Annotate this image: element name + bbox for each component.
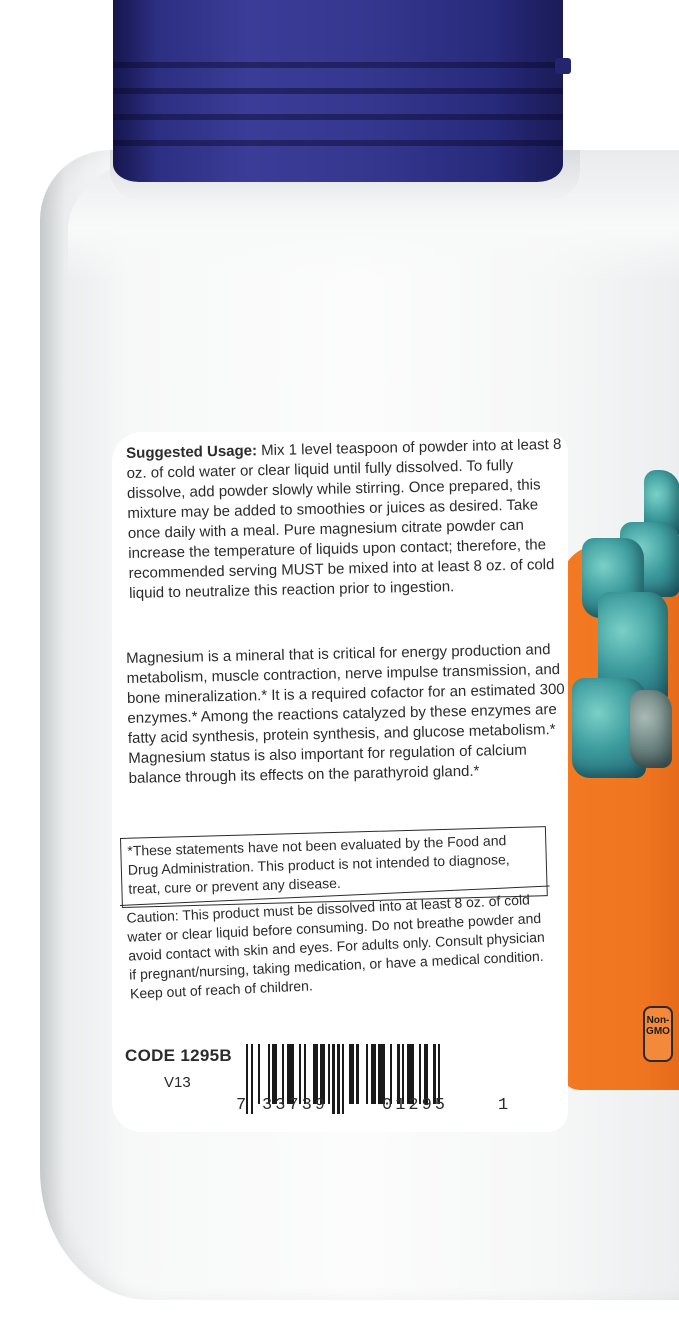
bottle-cap <box>113 0 563 182</box>
barcode-bar <box>287 1044 294 1104</box>
barcode-bar <box>356 1044 358 1104</box>
barcode-bar <box>378 1044 385 1104</box>
barcode-bar <box>299 1044 301 1104</box>
barcode-bar <box>419 1044 421 1104</box>
barcode-bar <box>407 1044 414 1104</box>
barcode-bar <box>332 1044 334 1114</box>
suggested-usage-paragraph <box>126 435 569 604</box>
barcode-bar <box>246 1044 248 1114</box>
cap-rib <box>113 62 563 68</box>
suggested-usage-heading: Suggested Usage: <box>126 442 258 462</box>
barcode-bar <box>337 1044 339 1114</box>
cap-rib <box>113 88 563 94</box>
barcode-check-digit: 1 <box>498 1096 509 1115</box>
barcode-bar <box>272 1044 277 1104</box>
barcode-bar <box>328 1044 330 1104</box>
barcode-bar <box>390 1044 392 1104</box>
barcode-bar <box>268 1044 270 1104</box>
barcode-right-digits: 01295 <box>382 1096 449 1115</box>
barcode-bar <box>438 1044 440 1104</box>
barcode-bar <box>349 1044 354 1104</box>
barcode-lead-digit: 7 <box>236 1096 247 1115</box>
fda-disclaimer: *These statements have not been evaluated by the Food and Drug Administration. This product is not intended to diagnose, treat, cure or prevent any disease. <box>120 826 548 908</box>
barcode-bar <box>371 1044 376 1104</box>
cap-rib <box>113 140 563 146</box>
rock-shape <box>630 690 672 768</box>
barcode-bar <box>313 1044 318 1104</box>
barcode-bar <box>366 1044 368 1104</box>
barcode-bar <box>342 1044 344 1114</box>
barcode-bar <box>282 1044 284 1104</box>
barcode-bar <box>251 1044 253 1114</box>
barcode-bar <box>320 1044 325 1104</box>
barcode-bar <box>397 1044 399 1104</box>
barcode-bar <box>304 1044 306 1104</box>
non-gmo-badge: Non-GMO <box>643 1006 673 1062</box>
version-label: V13 <box>164 1074 191 1091</box>
product-code: CODE 1295B <box>125 1046 232 1065</box>
cap-rib <box>113 114 563 120</box>
barcode-left-digits: 33739 <box>262 1096 329 1115</box>
barcode-bar <box>433 1044 435 1104</box>
barcode-bar <box>402 1044 404 1104</box>
barcode-bar <box>424 1044 429 1104</box>
suggested-usage-text: Mix 1 level teaspoon of powder into at least 8 oz. of cold water or clear liquid until fully dissolved. To fully dissolve, add powder slowly while stirring. Once prepared, this mixture may be added to smoothies or juices as desired. Take once daily with a meal. Pure magnesium citrate powder can increase the temperature of liquids upon contact; therefore, the recommended serving MUST be mixed into at least 8 oz. of cold liquid to neutralize this reaction prior to ingestion. <box>126 435 562 602</box>
caution-text: Caution: This product must be dissolved into at least 8 oz. of cold water or clear liquid before consuming. Do not breathe powder and avoid contact with skin and eyes. For adults only. Consult physician if pregnant/nursing, taking medication, or have a medical condition. Keep out of reach of children. <box>120 885 555 1026</box>
cap-tab <box>555 58 571 74</box>
barcode-bar <box>258 1044 260 1104</box>
magnesium-description: Magnesium is a mineral that is critical for energy production and metabolism, muscle contraction, nerve impulse transmission, and bone mineralization.* It is a required cofactor for an estimated 300 enzymes.* Among the reactions catalyzed by these enzymes are fatty acid synthesis, protein synthesis, and glucose metabolism.* Magnesium status is also important for regulation of calcium balance through its effects on the parathyroid gland.* <box>126 641 565 787</box>
